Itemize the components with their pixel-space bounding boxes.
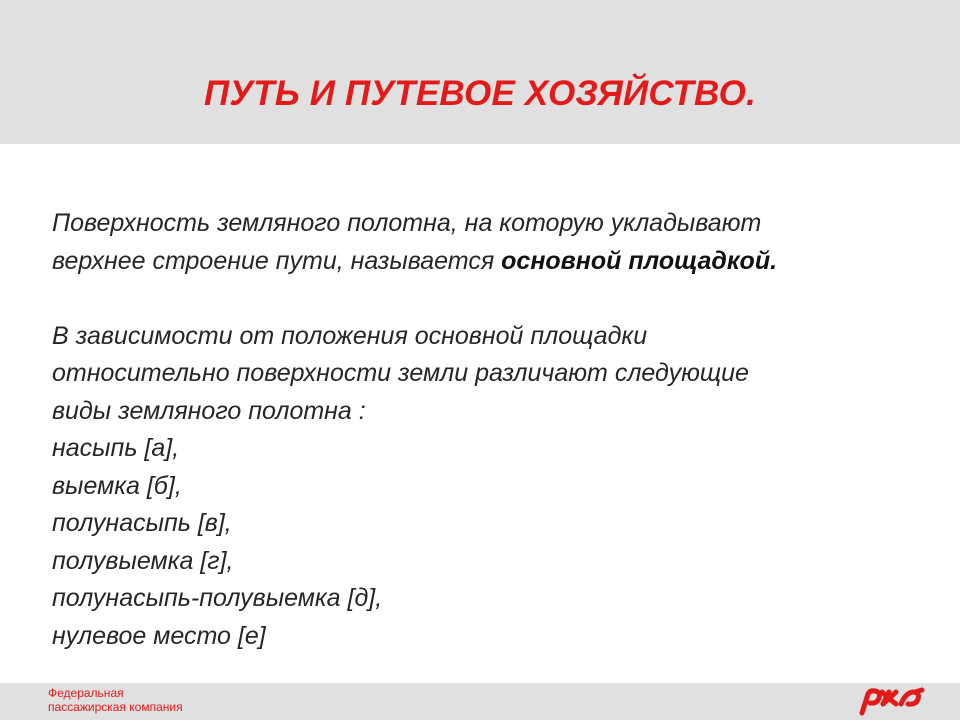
classification-paragraph (52, 318, 932, 656)
list-item-half-cutting: полувыемка [г], (52, 546, 234, 575)
classification-line-3: виды земляного полотна : (52, 396, 366, 425)
slide-title: ПУТЬ И ПУТЕВОЕ ХОЗЯЙСТВО. (203, 74, 757, 113)
definition-term: основной площадкой. (501, 246, 778, 275)
list-item-mixed: полунасыпь-полувыемка [д], (52, 584, 383, 612)
company-name (48, 686, 183, 714)
list-item-zero-place: нулевое место [е] (52, 621, 266, 650)
classification-line-2: относительно поверхности земли различают следующие (52, 359, 749, 387)
classification-line-1: В зависимости от положения основной площадки (52, 321, 648, 350)
title-band (0, 0, 960, 144)
company-name-line-1: Федеральная (48, 686, 124, 700)
list-item-half-embankment: полунасыпь [в], (52, 509, 232, 537)
list-item-embankment: насыпь [а], (52, 434, 180, 462)
rzd-logo-icon (856, 686, 926, 716)
definition-paragraph (52, 205, 932, 280)
list-item-cutting: выемка [б], (52, 471, 182, 500)
definition-line-1: Поверхность земляного полотна, на которую укладывают (52, 209, 762, 237)
company-name-line-2: пассажирская компания (48, 700, 183, 714)
slide-content (52, 205, 932, 655)
paragraph-gap (52, 280, 932, 318)
definition-line-2: верхнее строение пути, называется (52, 246, 502, 275)
